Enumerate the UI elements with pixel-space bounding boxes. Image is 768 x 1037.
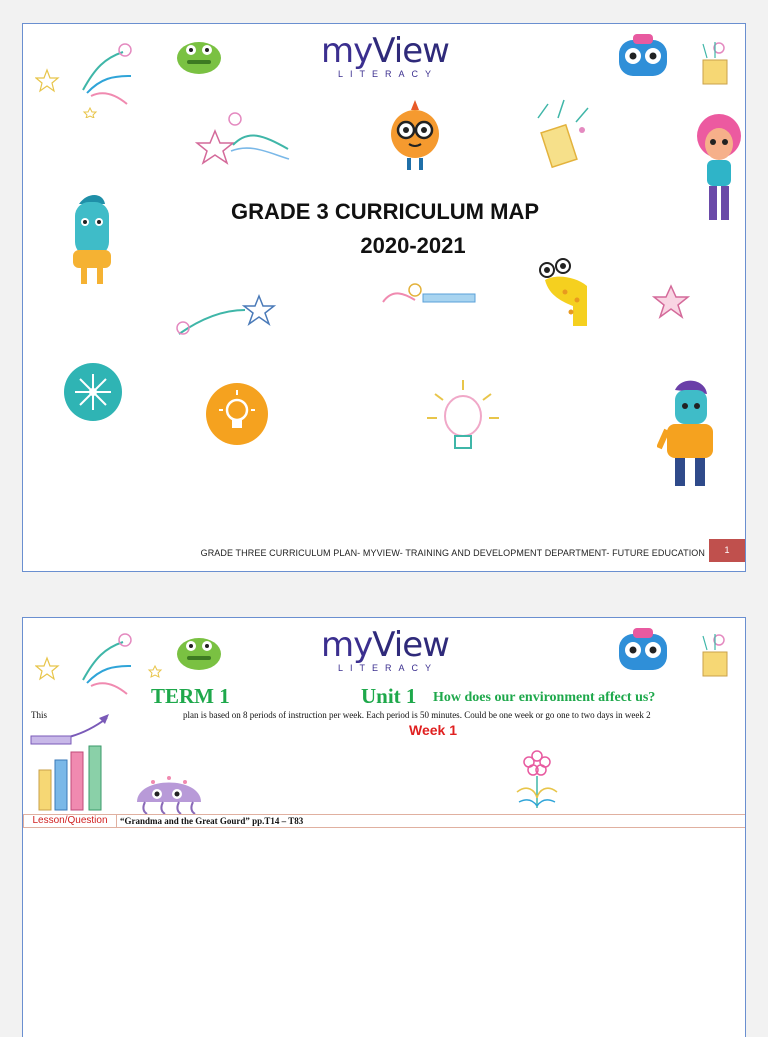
unit-heading: Unit 1 [361, 684, 417, 708]
blue-monster-icon [615, 626, 671, 672]
pencil-doodle-icon [379, 280, 479, 314]
page-2 [22, 617, 746, 1037]
page-number-badge: 1 [709, 539, 745, 562]
teal-character-icon [67, 192, 117, 290]
logo-view-text: View [372, 31, 449, 71]
paper-doodle-icon [528, 98, 598, 174]
logo-my-text: my [321, 31, 373, 71]
logo-my-text: my [321, 625, 373, 665]
footer-text: GRADE THREE CURRICULUM PLAN- MYVIEW- TRAINING AND DEVELOPMENT DEPARTMENT- FUTURE EDUCATION [200, 548, 705, 558]
page-1 [22, 23, 746, 572]
logo-view-text: View [372, 625, 449, 665]
lesson-title: “Grandma and the Great Gourd” pp.T14 – T83 [120, 816, 304, 826]
week-label: Week 1 [409, 722, 457, 738]
term-heading: TERM 1 [151, 684, 230, 708]
book-doodle-icon [695, 38, 735, 90]
myview-logo [305, 31, 465, 79]
logo-literacy-text: LITERACY [337, 663, 438, 673]
lesson-label: Lesson/Question [24, 815, 117, 827]
star-swirl-doodle-icon [193, 109, 293, 167]
page-title: GRADE 3 CURRICULUM MAP [231, 199, 539, 224]
flower-doodle-icon [509, 748, 565, 812]
sparkle-doodle-icon [35, 630, 165, 710]
yellow-giraffe-icon [535, 256, 595, 330]
green-monster-icon [173, 34, 225, 76]
books-doodle-icon [29, 712, 119, 812]
orange-character-icon [385, 96, 445, 176]
school-year: 2020-2021 [360, 233, 466, 258]
sparkle-doodle-icon [35, 38, 145, 118]
unit-question: How does our environment affect us? [433, 690, 656, 705]
star-doodle-icon [651, 282, 691, 322]
network-circle-icon [63, 362, 123, 422]
plan-note-prefix: This [31, 710, 48, 720]
lightbulb-circle-icon [205, 382, 269, 446]
jellyfish-icon [133, 768, 205, 814]
green-monster-icon [173, 630, 225, 672]
shooting-star-doodle-icon [173, 292, 277, 342]
lightbulb-doodle-icon [423, 376, 503, 466]
lesson-row [23, 814, 746, 828]
myview-logo [305, 625, 465, 673]
plan-note: plan is based on 8 periods of instruction per week. Each period is 50 minutes. Could be one week or go one to two days in week 2 [183, 710, 651, 720]
book-doodle-icon [695, 630, 735, 682]
purple-hair-boy-icon [657, 376, 723, 494]
logo-literacy-text: LITERACY [337, 69, 438, 79]
blue-monster-icon [615, 32, 671, 78]
